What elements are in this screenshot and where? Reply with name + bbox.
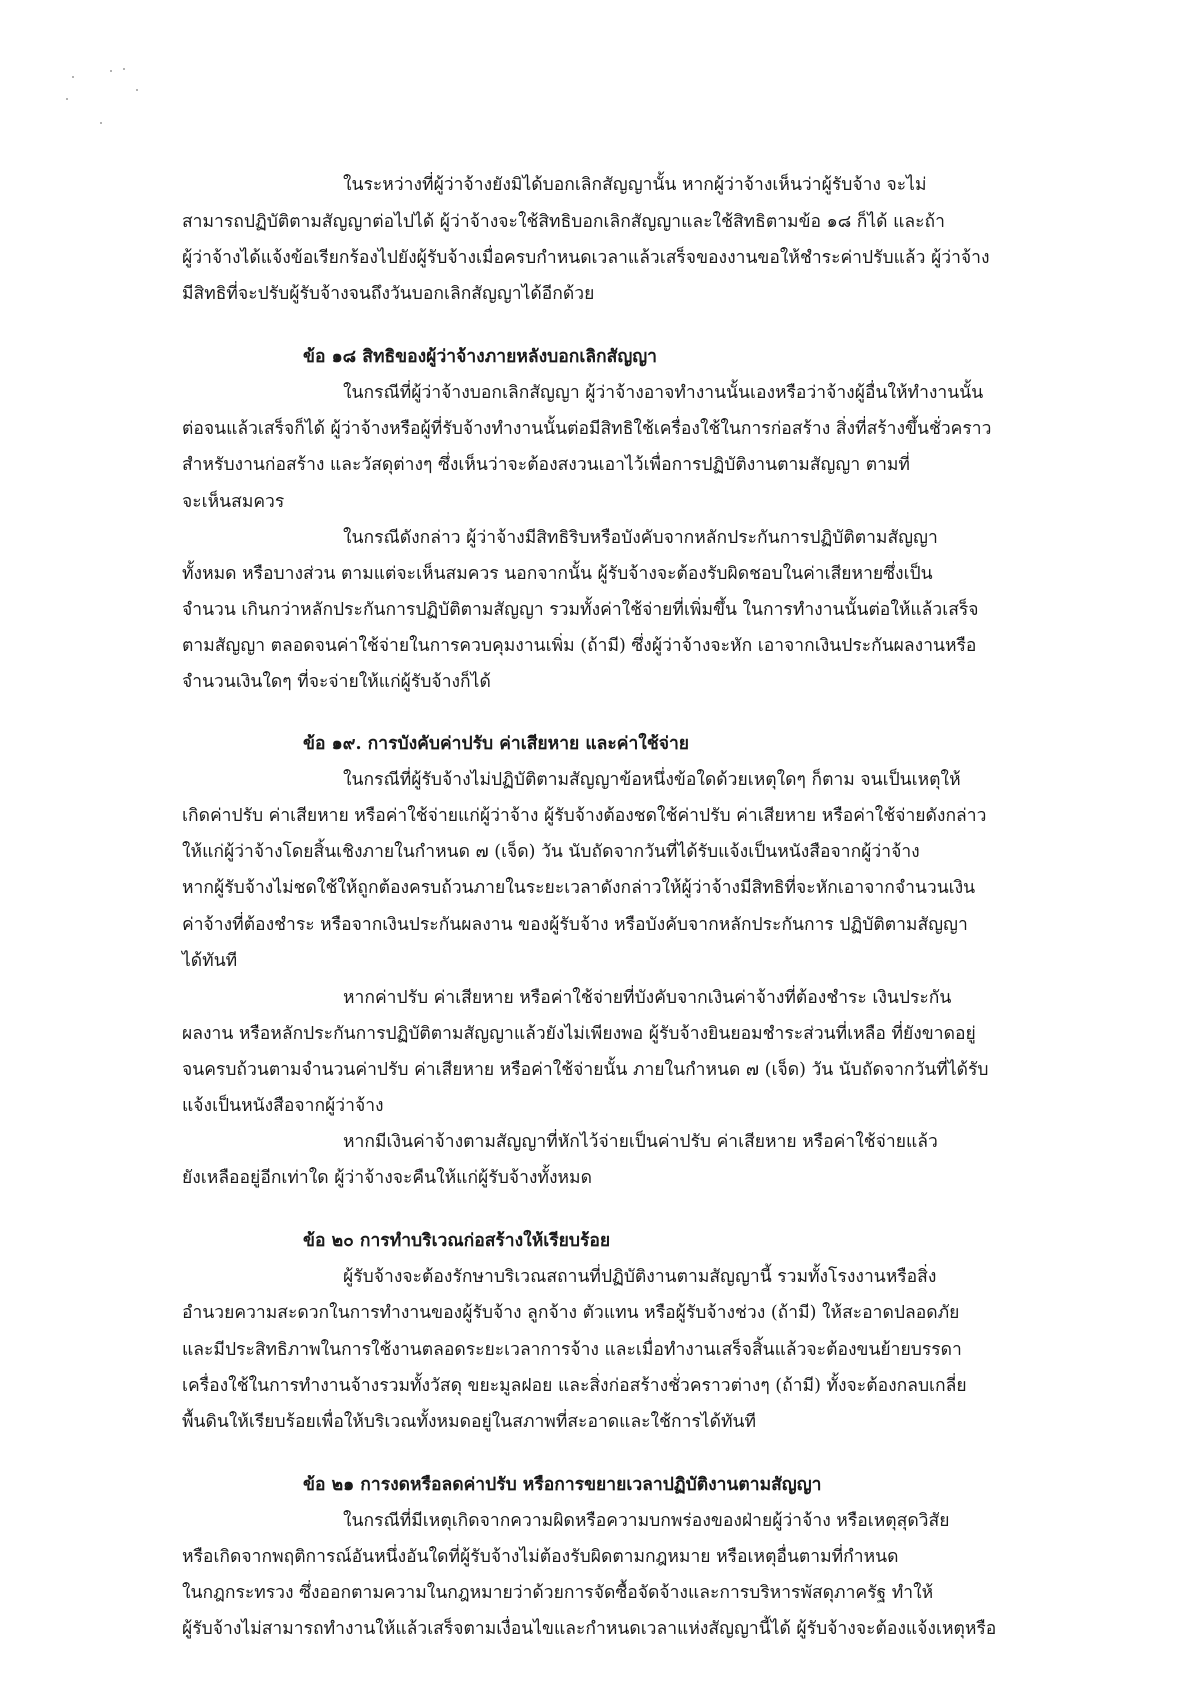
paragraph-line: ผู้ว่าจ้างได้แจ้งข้อเรียกร้องไปยังผู้รับจ้างเมื่อครบกำหนดเวลาแล้วเสร็จของงานขอให้ชำระค่าปรับแล้ว ผู้ว่าจ้าง — [182, 248, 990, 269]
paragraph-line: เครื่องใช้ในการทำงานจ้างรวมทั้งวัสดุ ขยะมูลฝอย และสิ่งก่อสร้างชั่วคราวต่างๆ (ถ้ามี) ทั้งจะต้องกลบเกลี่ย — [182, 1375, 967, 1396]
section-heading-19: ข้อ ๑๙. การบังคับค่าปรับ ค่าเสียหาย และค่าใช้จ่าย — [303, 733, 690, 754]
paragraph-line: มีสิทธิที่จะปรับผู้รับจ้างจนถึงวันบอกเลิกสัญญาได้อีกด้วย — [182, 284, 595, 305]
paragraph-line: อำนวยความสะดวกในการทำงานของผู้รับจ้าง ลูกจ้าง ตัวแทน หรือผู้รับจ้างช่วง (ถ้ามี) ให้สะอาดปลอดภัย — [182, 1303, 960, 1324]
paragraph-line: ให้แก่ผู้ว่าจ้างโดยสิ้นเชิงภายในกำหนด ๗ (เจ็ด) วัน นับถัดจากวันที่ได้รับแจ้งเป็นหนังสือจากผู้ว่าจ้าง — [182, 842, 920, 863]
paragraph-line: จำนวน เกินกว่าหลักประกันการปฏิบัติตามสัญญา รวมทั้งค่าใช้จ่ายที่เพิ่มขึ้น ในการทำงานนั้นต่อให้แล้วเสร็จ — [182, 599, 979, 620]
paragraph-line: ในกรณีที่ผู้รับจ้างไม่ปฏิบัติตามสัญญาข้อหนึ่งข้อใดด้วยเหตุใดๆ ก็ตาม จนเป็นเหตุให้ — [343, 770, 961, 791]
paragraph-line: ในระหว่างที่ผู้ว่าจ้างยังมิได้บอกเลิกสัญญานั้น หากผู้ว่าจ้างเห็นว่าผู้รับจ้าง จะไม่ — [343, 175, 927, 195]
paragraph-line: แจ้งเป็นหนังสือจากผู้ว่าจ้าง — [182, 1096, 384, 1117]
scan-speck — [72, 76, 74, 78]
paragraph-line: ในกรณีที่มีเหตุเกิดจากความผิดหรือความบกพร่องของฝ่ายผู้ว่าจ้าง หรือเหตุสุดวิสัย — [343, 1510, 950, 1531]
section-heading-21: ข้อ ๒๑ การงดหรือลดค่าปรับ หรือการขยายเวลาปฏิบัติงานตามสัญญา — [303, 1474, 822, 1495]
scan-speck — [100, 122, 102, 124]
paragraph-line: ผลงาน หรือหลักประกันการปฏิบัติตามสัญญาแล้วยังไม่เพียงพอ ผู้รับจ้างยินยอมชำระส่วนที่เหลือ ที่ยังขาดอยู่ — [182, 1023, 976, 1044]
scan-speck — [136, 89, 138, 91]
paragraph-line: ผู้รับจ้างจะต้องรักษาบริเวณสถานที่ปฏิบัติงานตามสัญญานี้ รวมทั้งโรงงานหรือสิ่ง — [343, 1267, 937, 1288]
paragraph-line: หรือเกิดจากพฤติการณ์อันหนึ่งอันใดที่ผู้รับจ้างไม่ต้องรับผิดตามกฎหมาย หรือเหตุอื่นตามที่กำหนด — [182, 1546, 899, 1567]
paragraph-line: หากมีเงินค่าจ้างตามสัญญาที่หักไว้จ่ายเป็นค่าปรับ ค่าเสียหาย หรือค่าใช้จ่ายแล้ว — [343, 1132, 938, 1153]
paragraph-line: เกิดค่าปรับ ค่าเสียหาย หรือค่าใช้จ่ายแก่ผู้ว่าจ้าง ผู้รับจ้างต้องชดใช้ค่าปรับ ค่าเสียหาย หรือค่าใช้จ่ายดังกล่าว — [182, 806, 987, 827]
paragraph-line: จนครบถ้วนตามจำนวนค่าปรับ ค่าเสียหาย หรือค่าใช้จ่ายนั้น ภายในกำหนด ๗ (เจ็ด) วัน นับถัดจากวันที่ได้รับ — [182, 1060, 989, 1081]
scan-speck — [110, 70, 112, 72]
paragraph-line: และมีประสิทธิภาพในการใช้งานตลอดระยะเวลาการจ้าง และเมื่อทำงานเสร็จสิ้นแล้วจะต้องขนย้ายบรรดา — [182, 1339, 962, 1360]
paragraph-line: ต่อจนแล้วเสร็จก็ได้ ผู้ว่าจ้างหรือผู้ที่รับจ้างทำงานนั้นต่อมีสิทธิใช้เครื่องใช้ในการก่อสร้าง สิ่งที่สร้างขึ้นชั่วคราว — [182, 419, 992, 440]
scan-speck — [66, 98, 68, 100]
paragraph-line: พื้นดินให้เรียบร้อยเพื่อให้บริเวณทั้งหมดอยู่ในสภาพที่สะอาดและใช้การได้ทันที — [182, 1411, 757, 1432]
scan-speck — [123, 68, 125, 70]
paragraph-line: ในกฎกระทรวง ซึ่งออกตามความในกฎหมายว่าด้วยการจัดซื้อจัดจ้างและการบริหารพัสดุภาครัฐ ทำให้ — [182, 1582, 934, 1603]
section-heading-20: ข้อ ๒๐ การทำบริเวณก่อสร้างให้เรียบร้อย — [303, 1231, 611, 1252]
paragraph-line: ตามสัญญา ตลอดจนค่าใช้จ่ายในการควบคุมงานเพิ่ม (ถ้ามี) ซึ่งผู้ว่าจ้างจะหัก เอาจากเงินประกันผลงานหรือ — [182, 636, 977, 657]
paragraph-line: ได้ทันที — [182, 950, 238, 971]
paragraph-line: ในกรณีที่ผู้ว่าจ้างบอกเลิกสัญญา ผู้ว่าจ้างอาจทำงานนั้นเองหรือว่าจ้างผู้อื่นให้ทำงานนั้น — [343, 383, 984, 404]
paragraph-line: หากผู้รับจ้างไม่ชดใช้ให้ถูกต้องครบถ้วนภายในระยะเวลาดังกล่าวให้ผู้ว่าจ้างมีสิทธิที่จะหักเอาจากจำนวนเงิน — [182, 878, 976, 899]
paragraph-line: สำหรับงานก่อสร้าง และวัสดุต่างๆ ซึ่งเห็นว่าจะต้องสงวนเอาไว้เพื่อการปฏิบัติงานตามสัญญา ตามที่ — [182, 455, 910, 476]
paragraph-line: หากค่าปรับ ค่าเสียหาย หรือค่าใช้จ่ายที่บังคับจากเงินค่าจ้างที่ต้องชำระ เงินประกัน — [343, 987, 952, 1008]
paragraph-line: ค่าจ้างที่ต้องชำระ หรือจากเงินประกันผลงาน ของผู้รับจ้าง หรือบังคับจากหลักประกันการ ปฏิบัติตามสัญญา — [182, 914, 968, 935]
paragraph-line: ยังเหลืออยู่อีกเท่าใด ผู้ว่าจ้างจะคืนให้แก่ผู้รับจ้างทั้งหมด — [182, 1168, 592, 1189]
section-heading-18: ข้อ ๑๘ สิทธิของผู้ว่าจ้างภายหลังบอกเลิกสัญญา — [303, 347, 657, 368]
paragraph-line: จำนวนเงินใดๆ ที่จะจ่ายให้แก่ผู้รับจ้างก็ได้ — [182, 672, 491, 693]
paragraph-line: สามารถปฏิบัติตามสัญญาต่อไปได้ ผู้ว่าจ้างจะใช้สิทธิบอกเลิกสัญญาและใช้สิทธิตามข้อ ๑๘ ก็ได้ และถ้า — [182, 212, 945, 233]
paragraph-line: ทั้งหมด หรือบางส่วน ตามแต่จะเห็นสมควร นอกจากนั้น ผู้รับจ้างจะต้องรับผิดชอบในค่าเสียหายซึ่งเป็น — [182, 563, 933, 584]
paragraph-line: จะเห็นสมควร — [182, 491, 285, 512]
paragraph-line: ในกรณีดังกล่าว ผู้ว่าจ้างมีสิทธิริบหรือบังคับจากหลักประกันการปฏิบัติตามสัญญา — [343, 527, 938, 548]
paragraph-line: ผู้รับจ้างไม่สามารถทำงานให้แล้วเสร็จตามเงื่อนไขและกำหนดเวลาแห่งสัญญานี้ได้ ผู้รับจ้างจะต้องแจ้งเหตุหรือ — [182, 1619, 997, 1639]
